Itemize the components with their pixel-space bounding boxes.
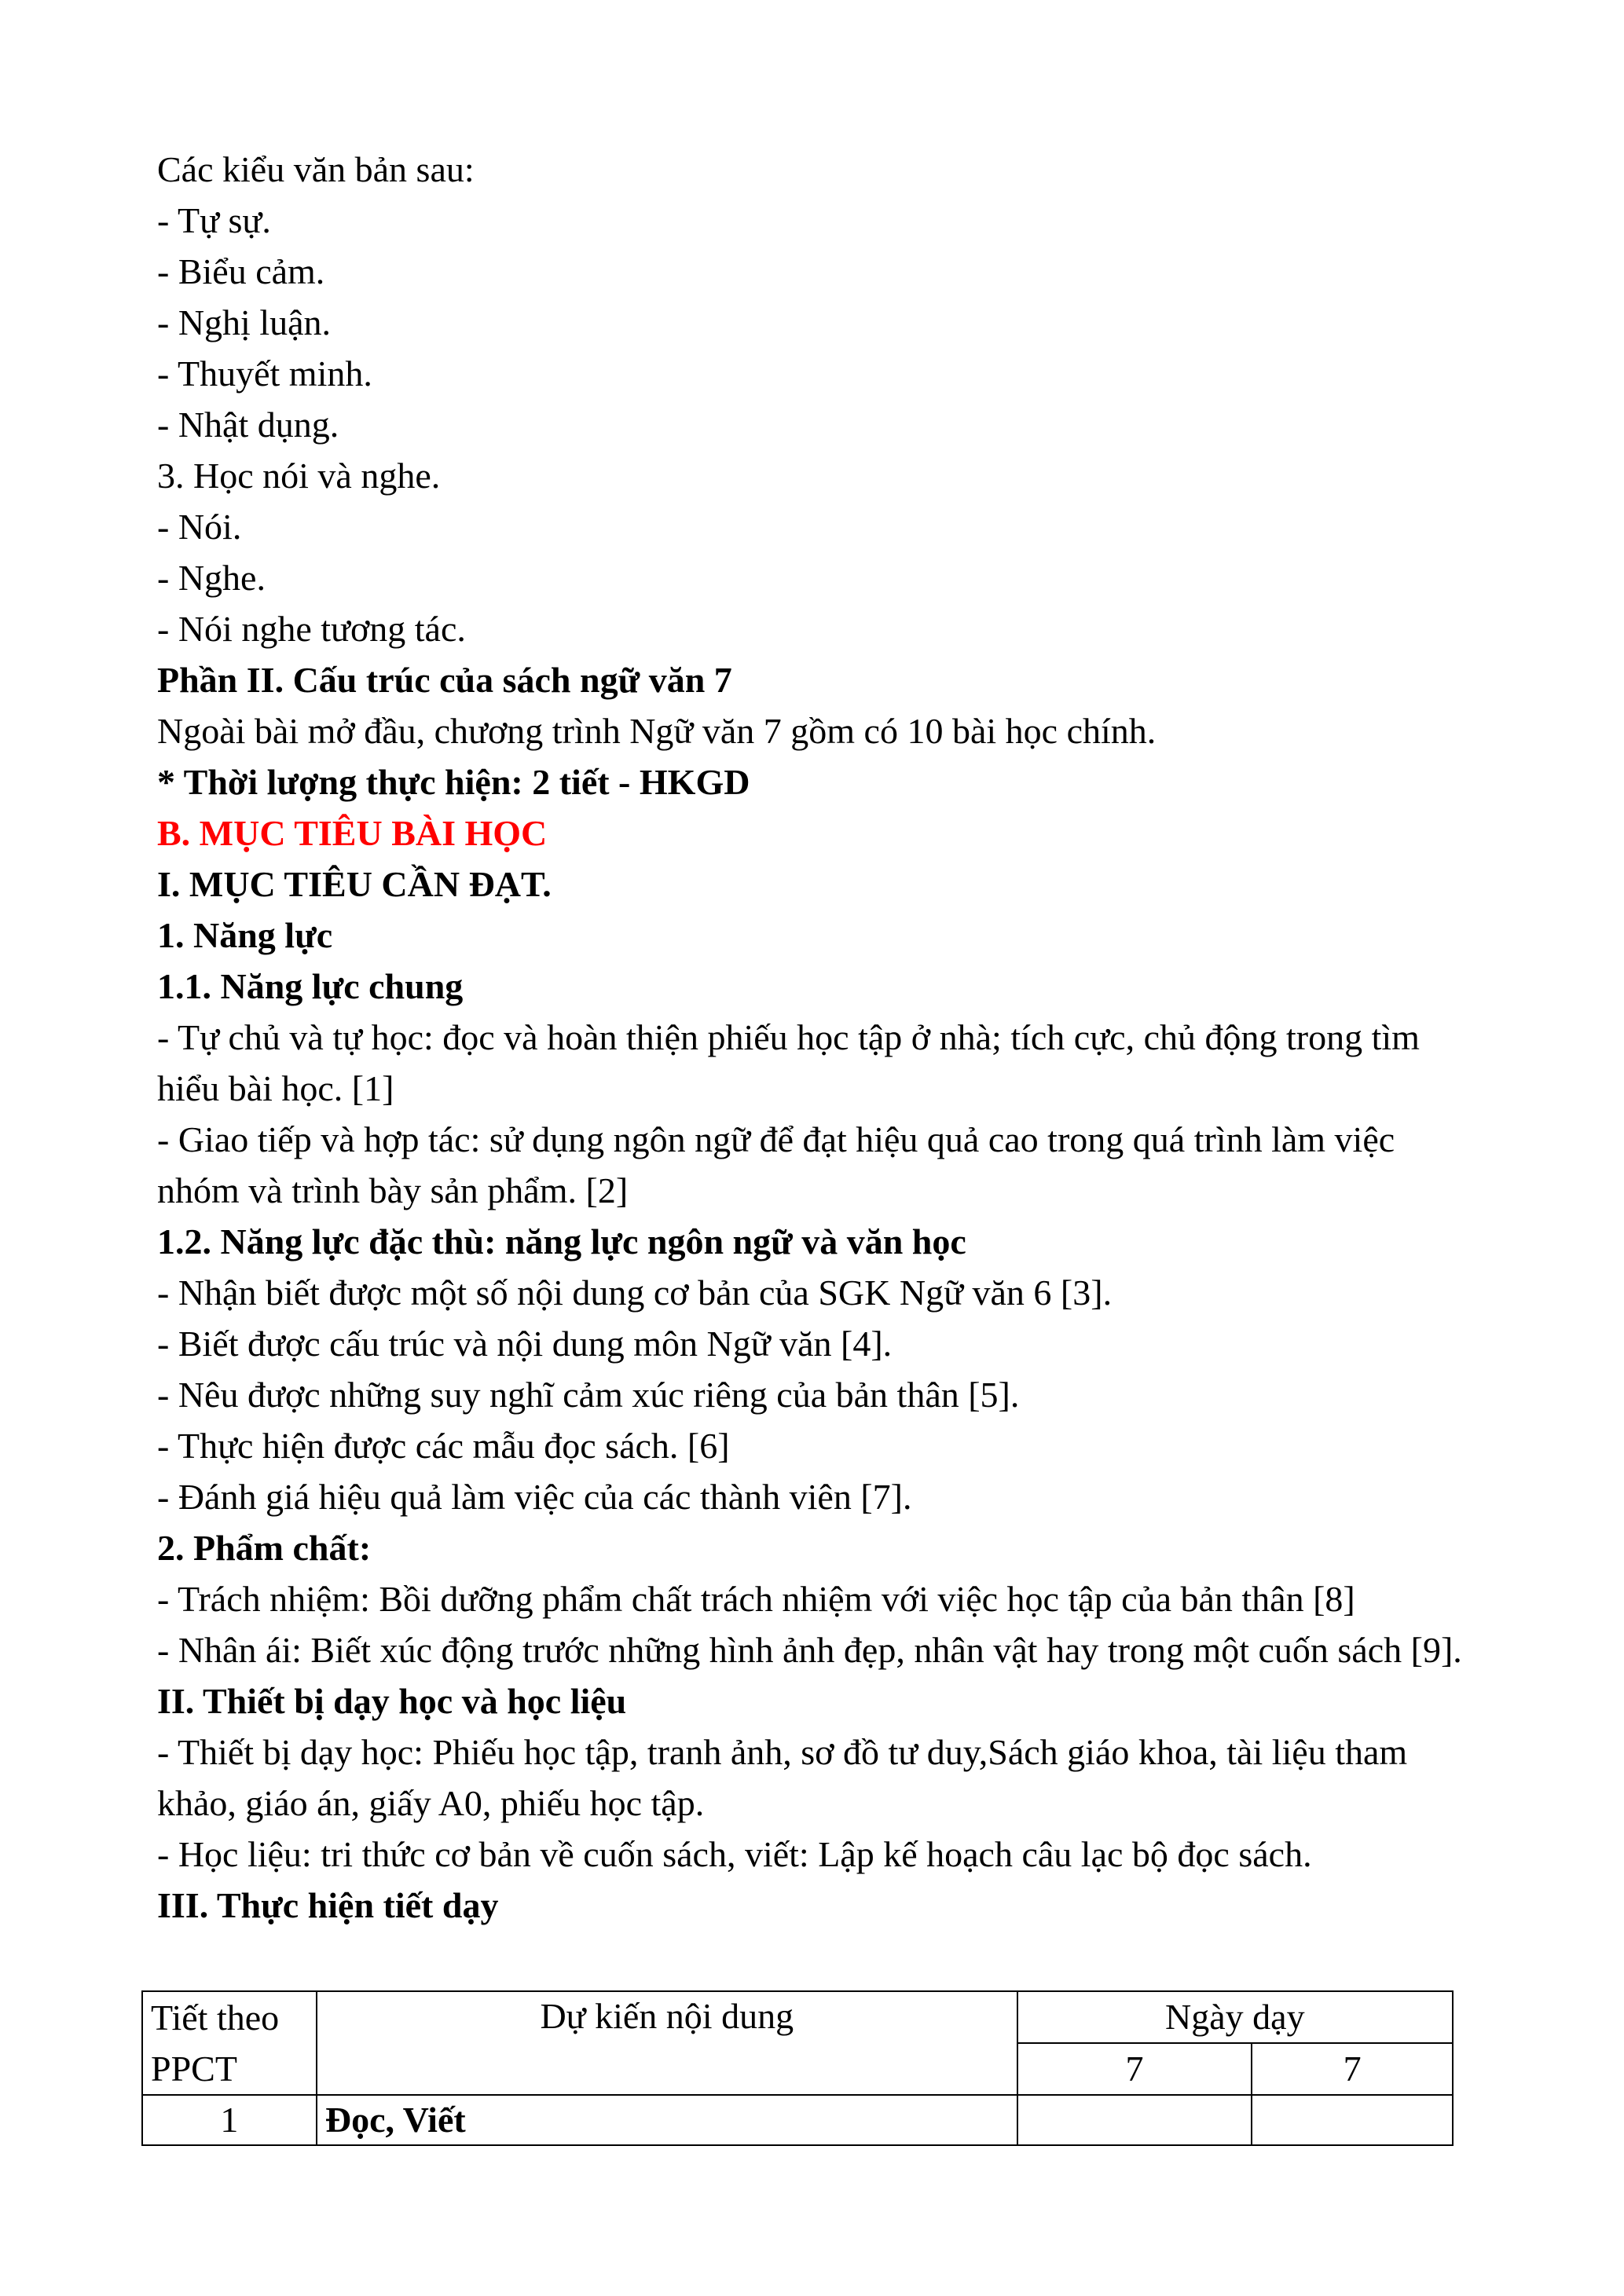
- section-b-heading: B. MỤC TIÊU BÀI HỌC: [157, 813, 548, 853]
- general-competence: - Tự chủ và tự học: đọc và hoàn thiện phiếu học tập ở nhà; tích cực, chủ động trong tìm hiểu bài học. [1]: [157, 1017, 1420, 1108]
- cell-date-1: [1017, 2095, 1252, 2145]
- equipment: - Thiết bị dạy học: Phiếu học tập, tranh ảnh, sơ đồ tư duy,Sách giáo khoa, tài liệu tham khảo, giáo án, giấy A0, phiếu học tập.: [157, 1732, 1408, 1823]
- heading-i: I. MỤC TIÊU CẦN ĐẠT.: [157, 864, 552, 904]
- duration: * Thời lượng thực hiện: 2 tiết - HKGD: [157, 762, 750, 802]
- specific-competence: - Nhận biết được một số nội dung cơ bản của SGK Ngữ văn 6 [3].: [157, 1273, 1113, 1313]
- header-date: Ngày dạy: [1017, 1991, 1453, 2043]
- cell-period: 1: [142, 2095, 317, 2145]
- text-line: - Nhật dụng.: [157, 405, 339, 445]
- equipment: - Học liệu: tri thức cơ bản về cuốn sách, viết: Lập kế hoạch câu lạc bộ đọc sách.: [157, 1834, 1312, 1874]
- text-line: - Thuyết minh.: [157, 353, 372, 394]
- cell-date-2: [1252, 2095, 1453, 2145]
- header-period: Tiết theo PPCT: [142, 1991, 317, 2095]
- heading-1: 1. Năng lực: [157, 915, 333, 955]
- specific-competence: - Đánh giá hiệu quả làm việc của các thành viên [7].: [157, 1477, 912, 1517]
- text-line: - Tự sự.: [157, 200, 271, 240]
- part2-heading: Phần II. Cấu trúc của sách ngữ văn 7: [157, 660, 732, 700]
- heading-1-1: 1.1. Năng lực chung: [157, 966, 464, 1006]
- heading-1-2: 1.2. Năng lực đặc thù: năng lực ngôn ngữ và văn học: [157, 1221, 966, 1262]
- document-body: [157, 144, 1485, 1931]
- text-line: - Nghe.: [157, 558, 266, 598]
- text-line: - Biểu cảm.: [157, 251, 325, 291]
- specific-competence: - Thực hiện được các mẫu đọc sách. [6]: [157, 1426, 730, 1466]
- text-line: Các kiểu văn bản sau:: [157, 149, 475, 189]
- specific-competence: - Biết được cấu trúc và nội dung môn Ngữ văn [4].: [157, 1324, 893, 1364]
- general-competence: - Giao tiếp và hợp tác: sử dụng ngôn ngữ để đạt hiệu quả cao trong quá trình làm việc nhóm và trình bày sản phẩm. [2]: [157, 1119, 1395, 1210]
- cell-content: Đọc, Viết: [317, 2095, 1017, 2145]
- table-row: [142, 2095, 1453, 2145]
- header-content: Dự kiến nội dung: [317, 1991, 1017, 2095]
- text-line: - Nghị luận.: [157, 302, 332, 342]
- text-line: - Nói.: [157, 507, 242, 547]
- heading-2: 2. Phẩm chất:: [157, 1528, 372, 1568]
- part2-text: Ngoài bài mở đầu, chương trình Ngữ văn 7 gồm có 10 bài học chính.: [157, 711, 1157, 751]
- specific-competence: - Nêu được những suy nghĩ cảm xúc riêng của bản thân [5].: [157, 1375, 1020, 1415]
- header-class-1: 7: [1017, 2043, 1252, 2095]
- schedule-table: [141, 1990, 1454, 2146]
- text-line: - Nói nghe tương tác.: [157, 609, 466, 649]
- quality: - Nhân ái: Biết xúc động trước những hình ảnh đẹp, nhân vật hay trong một cuốn sách [9].: [157, 1630, 1462, 1670]
- heading-ii: II. Thiết bị dạy học và học liệu: [157, 1681, 627, 1721]
- heading-iii: III. Thực hiện tiết dạy: [157, 1885, 499, 1925]
- text-line: 3. Học nói và nghe.: [157, 456, 441, 496]
- quality: - Trách nhiệm: Bồi dưỡng phẩm chất trách nhiệm với việc học tập của bản thân [8]: [157, 1579, 1355, 1619]
- header-class-2: 7: [1252, 2043, 1453, 2095]
